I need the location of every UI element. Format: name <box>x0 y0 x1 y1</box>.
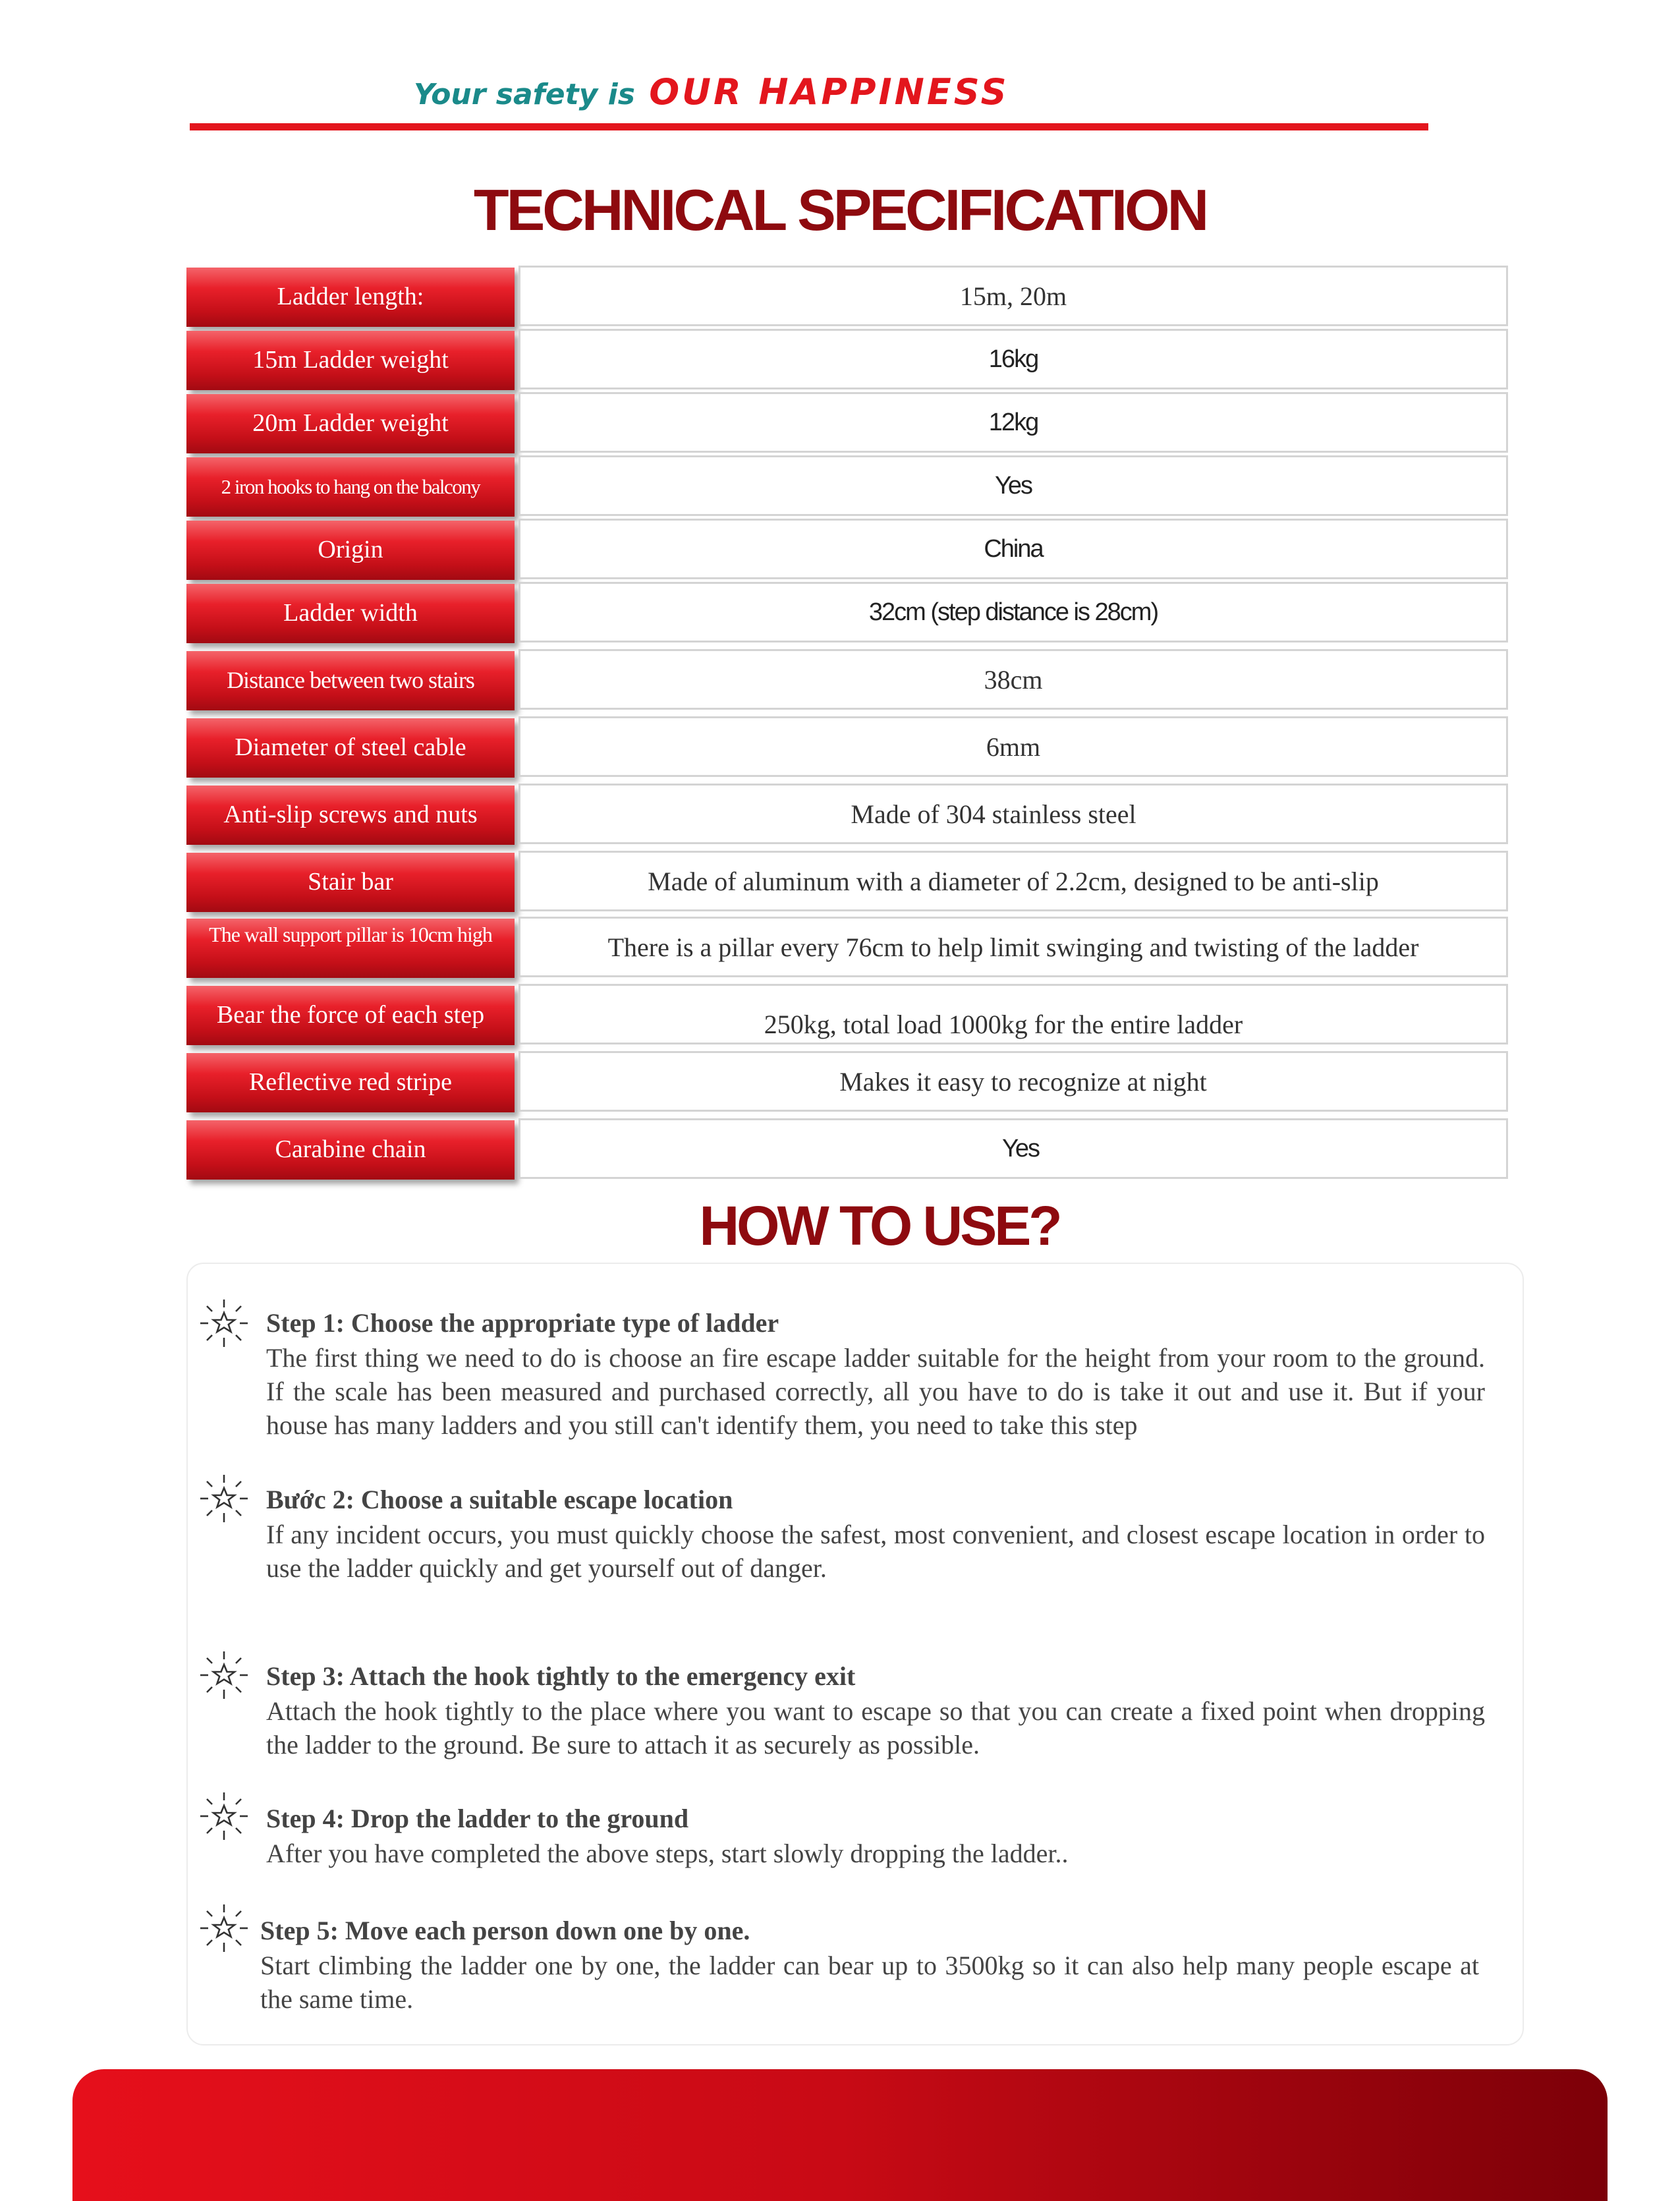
tagline-lead: Your safety is <box>414 78 635 111</box>
spec-value: Yes <box>518 1118 1508 1179</box>
spec-label: Diameter of steel cable <box>186 718 515 778</box>
step-title: Step 3: Attach the hook tightly to the emergency exit <box>266 1661 856 1691</box>
step-body: Start climbing the ladder one by one, the ladder can bear up to 3500kg so it can also help many people escape at the same time. <box>260 1951 1479 2014</box>
spec-value: 6mm <box>518 716 1508 777</box>
step-body: After you have completed the above steps, start slowly dropping the ladder.. <box>266 1839 1069 1868</box>
star-burst-icon <box>199 1473 249 1524</box>
spec-value: There is a pillar every 76cm to help limit swinging and twisting of the ladder <box>518 917 1508 977</box>
spec-label: Distance between two stairs <box>186 651 515 710</box>
spec-value: Made of aluminum with a diameter of 2.2cm, designed to be anti-slip <box>518 851 1508 911</box>
tagline <box>414 71 1009 113</box>
step-title: Step 5: Move each person down one by one. <box>260 1916 750 1945</box>
spec-value: 15m, 20m <box>518 266 1508 326</box>
spec-label: Ladder length: <box>186 268 515 327</box>
footer-band <box>72 2069 1608 2201</box>
spec-label: 15m Ladder weight <box>186 331 515 390</box>
step-title: Step 4: Drop the ladder to the ground <box>266 1804 689 1833</box>
tagline-accent: OUR HAPPINESS <box>649 71 1009 113</box>
spec-value: 12kg <box>518 392 1508 453</box>
spec-value: Yes <box>518 455 1508 516</box>
step-body: If any incident occurs, you must quickly choose the safest, most convenient, and closest escape location in order to use the ladder quickly and get yourself out of danger. <box>266 1520 1485 1583</box>
spec-label: Reflective red stripe <box>186 1053 515 1112</box>
step-body: The first thing we need to do is choose an fire escape ladder suitable for the height from your room to the ground. If the scale has been measured and purchased correctly, all you have to do is take it out and use it. But if your house has many ladders and you still can't identify them, you need to take this step <box>266 1343 1485 1440</box>
spec-value: Made of 304 stainless steel <box>518 784 1508 844</box>
step-body: Attach the hook tightly to the place where you want to escape so that you can create a fixed point when dropping the ladder to the ground. Be sure to attach it as securely as possible. <box>266 1696 1485 1759</box>
step-title: Step 1: Choose the appropriate type of ladder <box>266 1308 779 1338</box>
spec-label: 2 iron hooks to hang on the balcony <box>186 457 515 517</box>
spec-label: Stair bar <box>186 853 515 912</box>
spec-value: 250kg, total load 1000kg for the entire ladder <box>518 984 1508 1044</box>
spec-label: Anti-slip screws and nuts <box>186 786 515 845</box>
spec-label: Origin <box>186 521 515 580</box>
spec-title: TECHNICAL SPECIFICATION <box>473 177 1207 243</box>
spec-value: Makes it easy to recognize at night <box>518 1051 1508 1112</box>
star-burst-icon <box>199 1650 249 1700</box>
spec-label: The wall support pillar is 10cm high <box>186 919 515 978</box>
spec-value: 32cm (step distance is 28cm) <box>518 582 1508 643</box>
spec-label: Carabine chain <box>186 1120 515 1180</box>
spec-value: China <box>518 519 1508 579</box>
spec-value: 38cm <box>518 649 1508 710</box>
spec-label: Ladder width <box>186 584 515 643</box>
spec-value: 16kg <box>518 329 1508 389</box>
star-burst-icon <box>199 1791 249 1841</box>
spec-label: 20m Ladder weight <box>186 394 515 453</box>
howto-title: HOW TO USE? <box>699 1195 1060 1257</box>
header-divider <box>190 123 1428 130</box>
star-burst-icon <box>199 1298 249 1348</box>
step-title: Bước 2: Choose a suitable escape location <box>266 1485 733 1514</box>
star-burst-icon <box>199 1903 249 1953</box>
spec-label: Bear the force of each step <box>186 986 515 1045</box>
